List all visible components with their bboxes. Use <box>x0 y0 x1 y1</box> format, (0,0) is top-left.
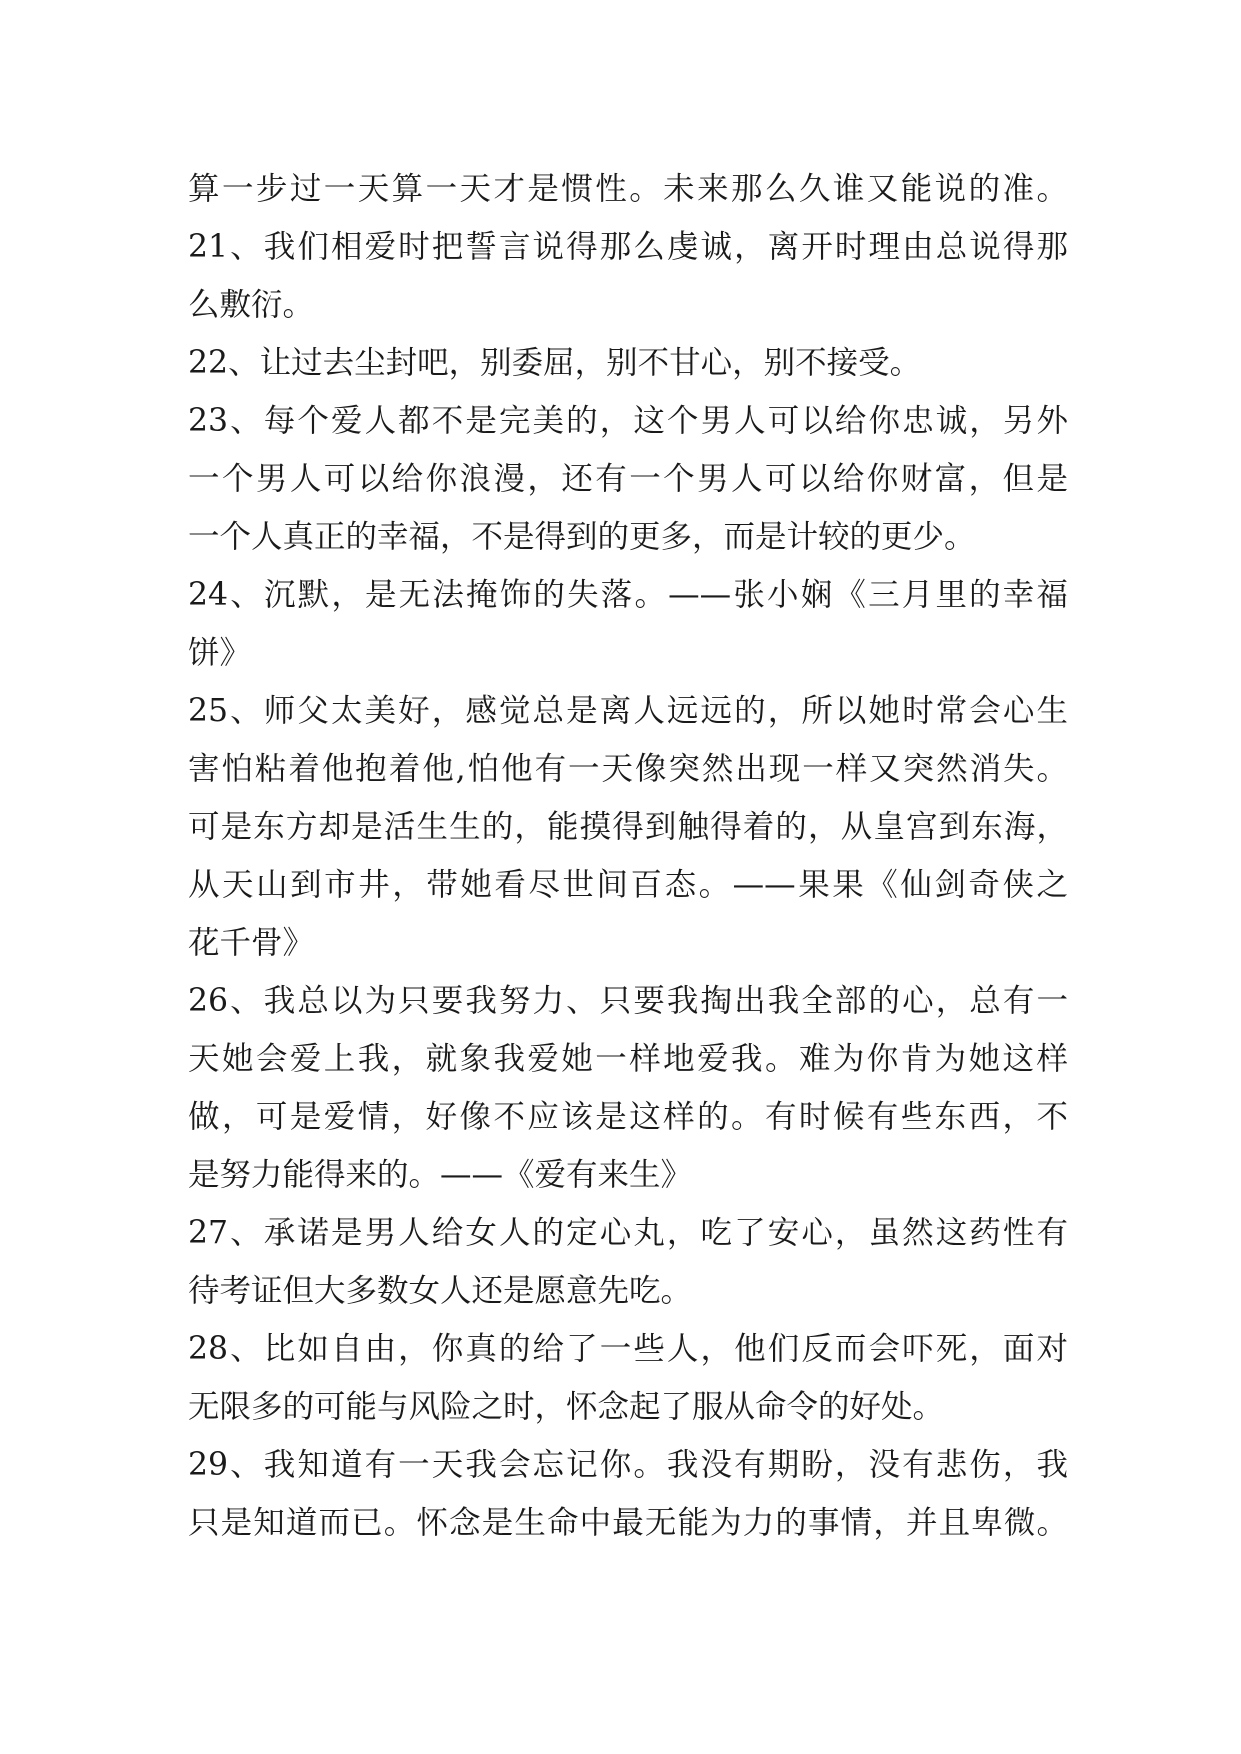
text-line: 21、我们相爱时把誓言说得那么虔诚，离开时理由总说得那 <box>188 229 1068 265</box>
document-body <box>188 160 1068 1552</box>
text-line: 可是东方却是活生生的，能摸得到触得着的，从皇宫到东海， <box>188 809 1068 845</box>
text-line: 一个男人可以给你浪漫，还有一个男人可以给你财富，但是 <box>188 461 1068 497</box>
text-line: 做，可是爱情，好像不应该是这样的。有时候有些东西，不 <box>188 1099 1068 1135</box>
text-line: 饼》 <box>188 635 252 671</box>
text-line: 只是知道而已。怀念是生命中最无能为力的事情，并且卑微。 <box>188 1505 1068 1541</box>
text-line: 从天山到市井，带她看尽世间百态。——果果《仙剑奇侠之 <box>188 867 1068 903</box>
text-line: 害怕粘着他抱着他,怕他有一天像突然出现一样又突然消失。 <box>188 751 1068 787</box>
text-line: 待考证但大多数女人还是愿意先吃。 <box>188 1273 693 1309</box>
text-line: 么敷衍。 <box>188 287 315 323</box>
text-line: 算一步过一天算一天才是惯性。未来那么久谁又能说的准。 <box>188 171 1068 207</box>
text-line: 22、让过去尘封吧，别委屈，别不甘心，别不接受。 <box>188 345 922 381</box>
text-line: 25、师父太美好，感觉总是离人远远的，所以她时常会心生 <box>188 693 1068 729</box>
text-line: 23、每个爱人都不是完美的，这个男人可以给你忠诚，另外 <box>188 403 1068 439</box>
text-line: 一个人真正的幸福，不是得到的更多，而是计较的更少。 <box>188 519 976 555</box>
text-line: 是努力能得来的。——《爱有来生》 <box>188 1157 693 1193</box>
text-line: 天她会爱上我，就象我爱她一样地爱我。难为你肯为她这样 <box>188 1041 1068 1077</box>
text-line: 24、沉默，是无法掩饰的失落。——张小娴《三月里的幸福 <box>188 577 1068 613</box>
text-line: 26、我总以为只要我努力、只要我掏出我全部的心，总有一 <box>188 983 1068 1019</box>
text-line: 28、比如自由，你真的给了一些人，他们反而会吓死，面对 <box>188 1331 1068 1367</box>
text-line: 花千骨》 <box>188 925 315 961</box>
text-line: 无限多的可能与风险之时，怀念起了服从命令的好处。 <box>188 1389 945 1425</box>
text-line: 29、我知道有一天我会忘记你。我没有期盼，没有悲伤，我 <box>188 1447 1068 1483</box>
text-line: 27、承诺是男人给女人的定心丸，吃了安心，虽然这药性有 <box>188 1215 1068 1251</box>
